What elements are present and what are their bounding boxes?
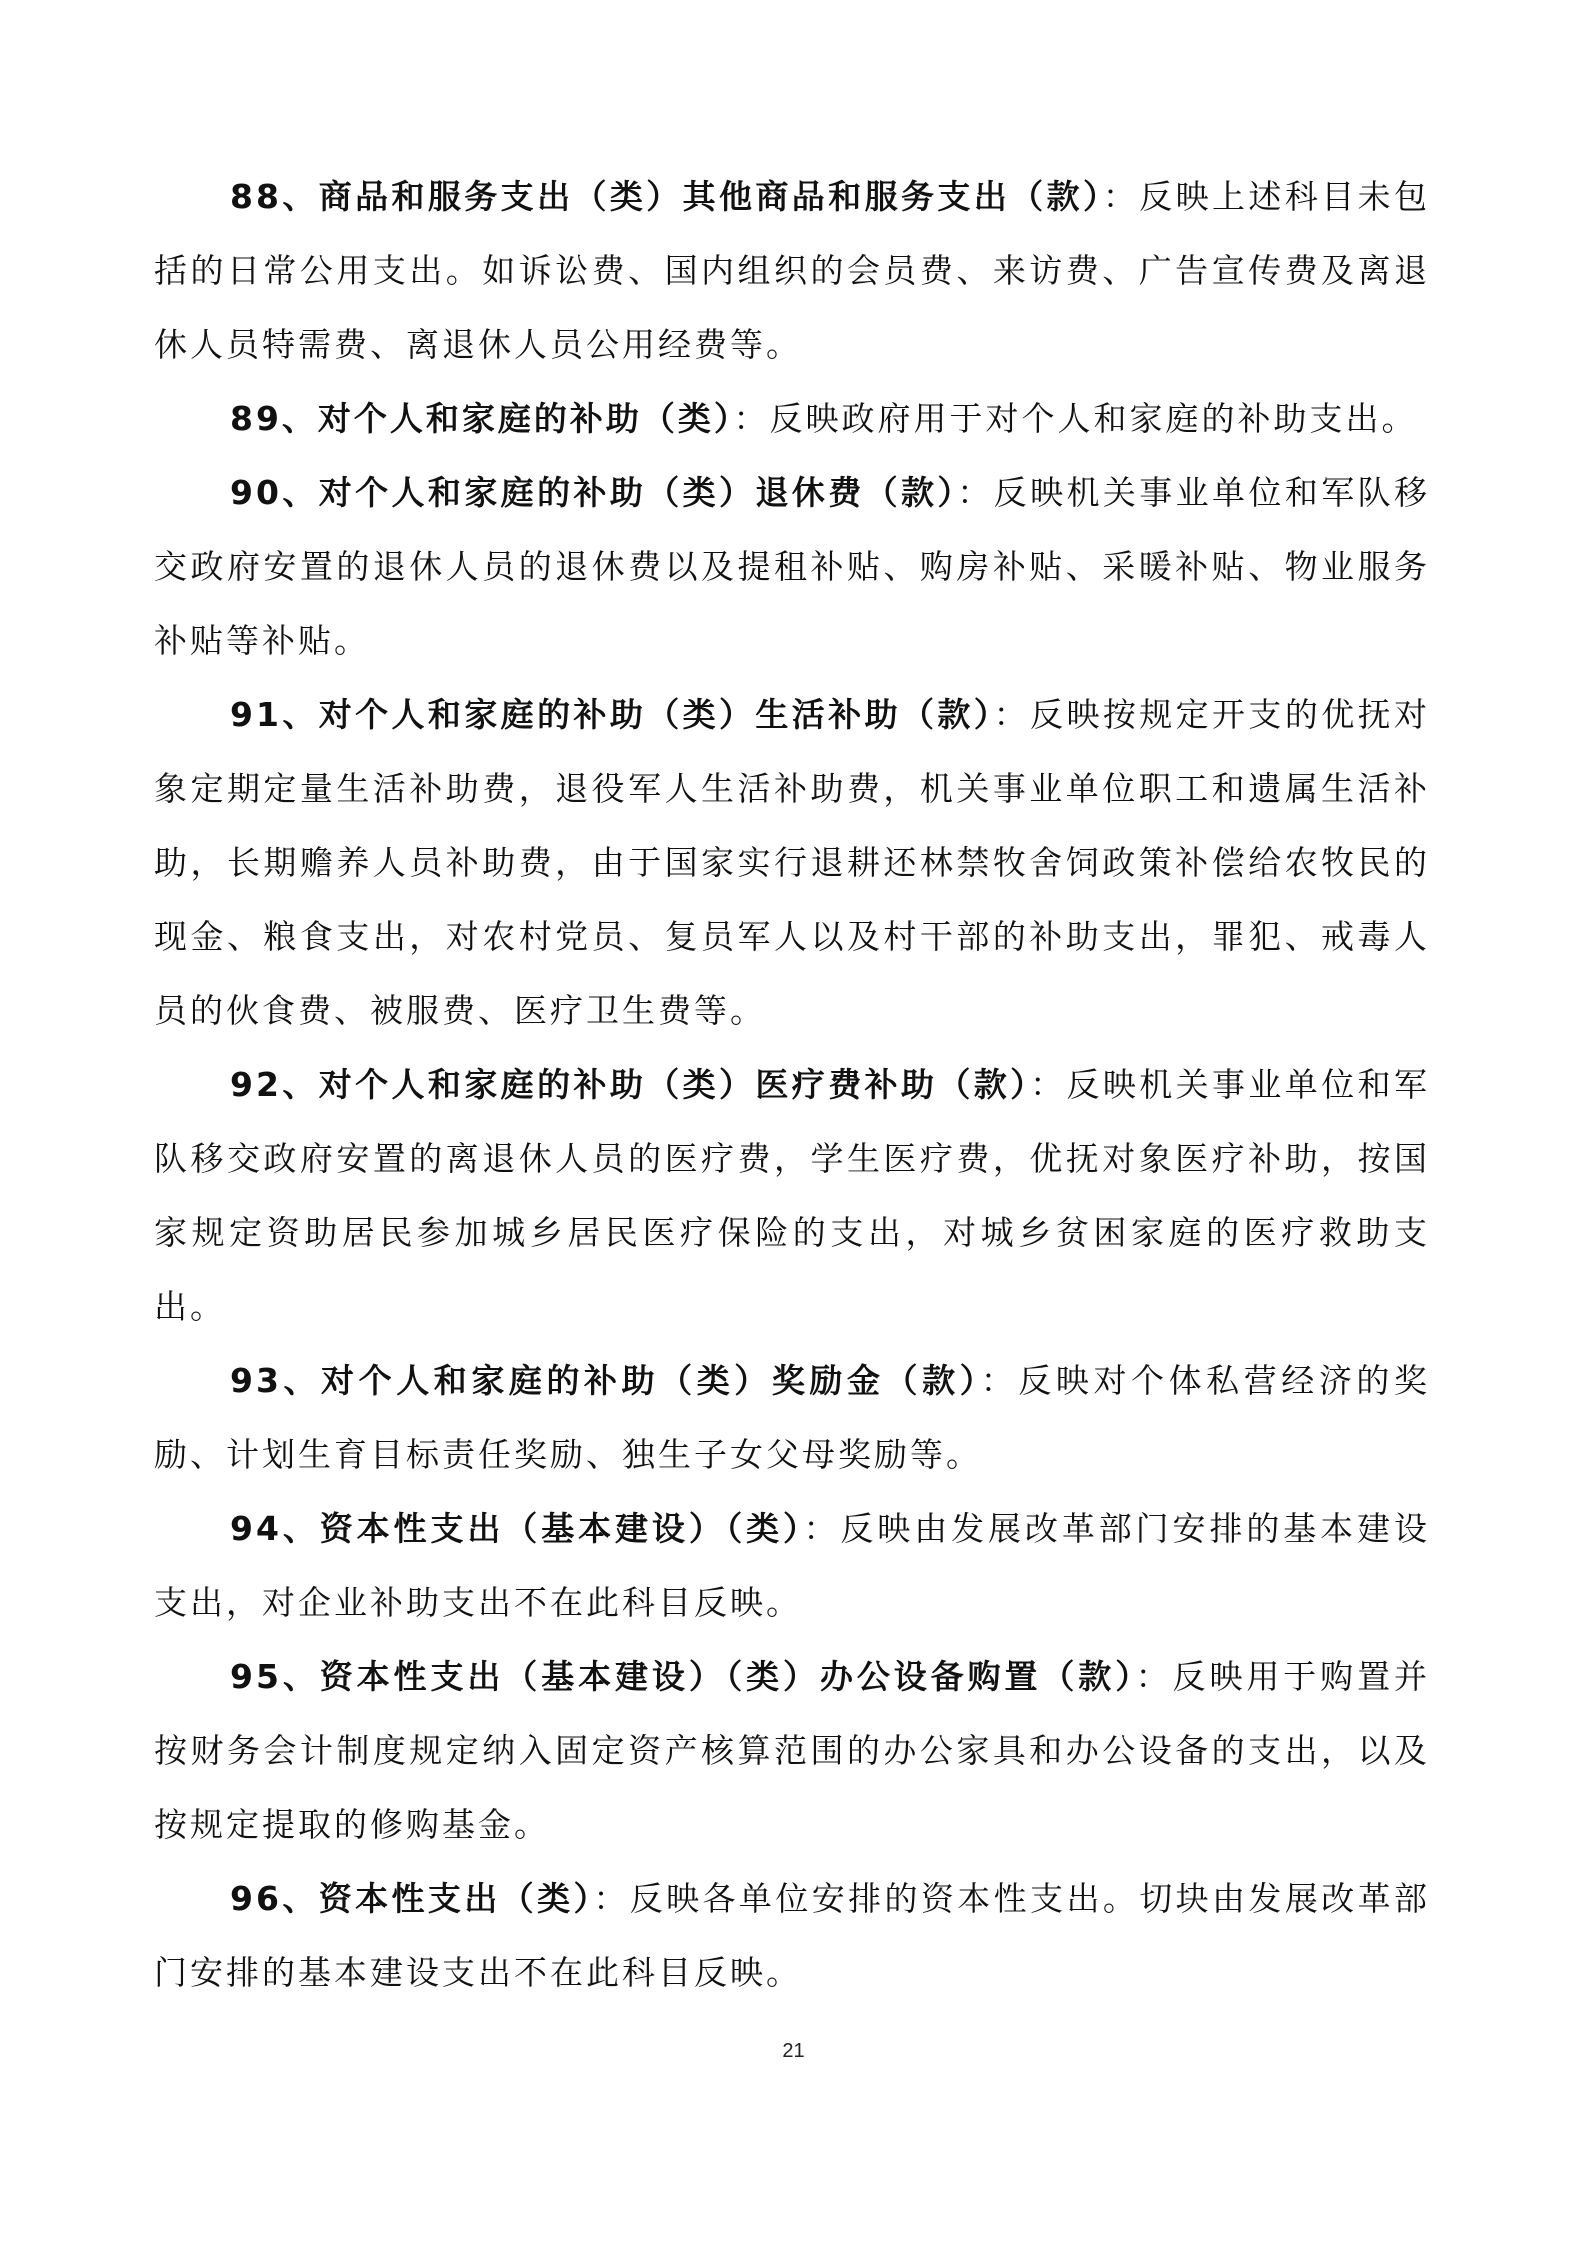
paragraph-heading: 96、资本性支出（类） bbox=[230, 1879, 594, 1918]
paragraph-90 bbox=[154, 456, 1430, 678]
paragraph-88 bbox=[154, 160, 1430, 382]
paragraph-text: ：反映按规定开支的优抚对象定期定量生活补助费，退役军人生活补助费，机关事业单位职工和遗属生活补助，长期赡养人员补助费，由于国家实行退耕还林禁牧舍饲政策补偿给农牧民的现金、粮食支出，对农村党员、复员军人以及村干部的补助支出，罪犯、戒毒人员的伙食费、被服费、医疗卫生费等。 bbox=[154, 695, 1430, 1030]
paragraph-text: ：反映用于购置并按财务会计制度规定纳入固定资产核算范围的办公家具和办公设备的支出，以及按规定提取的修购基金。 bbox=[154, 1657, 1430, 1844]
paragraph-text: ：反映机关事业单位和军队移交政府安置的退休人员的退休费以及提租补贴、购房补贴、采暖补贴、物业服务补贴等补贴。 bbox=[154, 473, 1430, 660]
paragraph-93 bbox=[154, 1344, 1430, 1492]
paragraph-text: ：反映由发展改革部门安排的基本建设支出，对企业补助支出不在此科目反映。 bbox=[154, 1509, 1430, 1622]
paragraph-95 bbox=[154, 1640, 1430, 1862]
paragraph-89 bbox=[154, 382, 1430, 456]
paragraph-92 bbox=[154, 1048, 1430, 1344]
paragraph-text: ：反映各单位安排的资本性支出。切块由发展改革部门安排的基本建设支出不在此科目反映。 bbox=[154, 1879, 1430, 1992]
paragraph-96 bbox=[154, 1862, 1430, 2010]
paragraph-text: ：反映对个体私营经济的奖励、计划生育目标责任奖励、独生子女父母奖励等。 bbox=[154, 1361, 1430, 1474]
paragraph-heading: 93、对个人和家庭的补助（类）奖励金（款） bbox=[230, 1361, 981, 1400]
paragraph-heading: 88、商品和服务支出（类）其他商品和服务支出（款） bbox=[230, 177, 1103, 216]
paragraph-heading: 95、资本性支出（基本建设）（类）办公设备购置（款） bbox=[230, 1657, 1136, 1696]
paragraph-text: ：反映政府用于对个人和家庭的补助支出。 bbox=[733, 399, 1418, 438]
document-body bbox=[154, 160, 1430, 2010]
paragraph-heading: 90、对个人和家庭的补助（类）退休费（款） bbox=[230, 473, 958, 512]
paragraph-91 bbox=[154, 678, 1430, 1048]
paragraph-heading: 89、对个人和家庭的补助（类） bbox=[230, 399, 734, 438]
paragraph-heading: 91、对个人和家庭的补助（类）生活补助（款） bbox=[230, 695, 994, 734]
paragraph-heading: 92、对个人和家庭的补助（类）医疗费补助（款） bbox=[230, 1065, 1031, 1104]
paragraph-text: ：反映机关事业单位和军队移交政府安置的离退休人员的医疗费，学生医疗费，优抚对象医疗补助，按国家规定资助居民参加城乡居民医疗保险的支出，对城乡贫困家庭的医疗救助支出。 bbox=[154, 1065, 1430, 1326]
paragraph-heading: 94、资本性支出（基本建设）（类） bbox=[230, 1509, 804, 1548]
paragraph-94 bbox=[154, 1492, 1430, 1640]
paragraph-text: ：反映上述科目未包括的日常公用支出。如诉讼费、国内组织的会员费、来访费、广告宣传费及离退休人员特需费、离退休人员公用经费等。 bbox=[154, 177, 1430, 364]
page-number: 21 bbox=[782, 2040, 805, 2062]
